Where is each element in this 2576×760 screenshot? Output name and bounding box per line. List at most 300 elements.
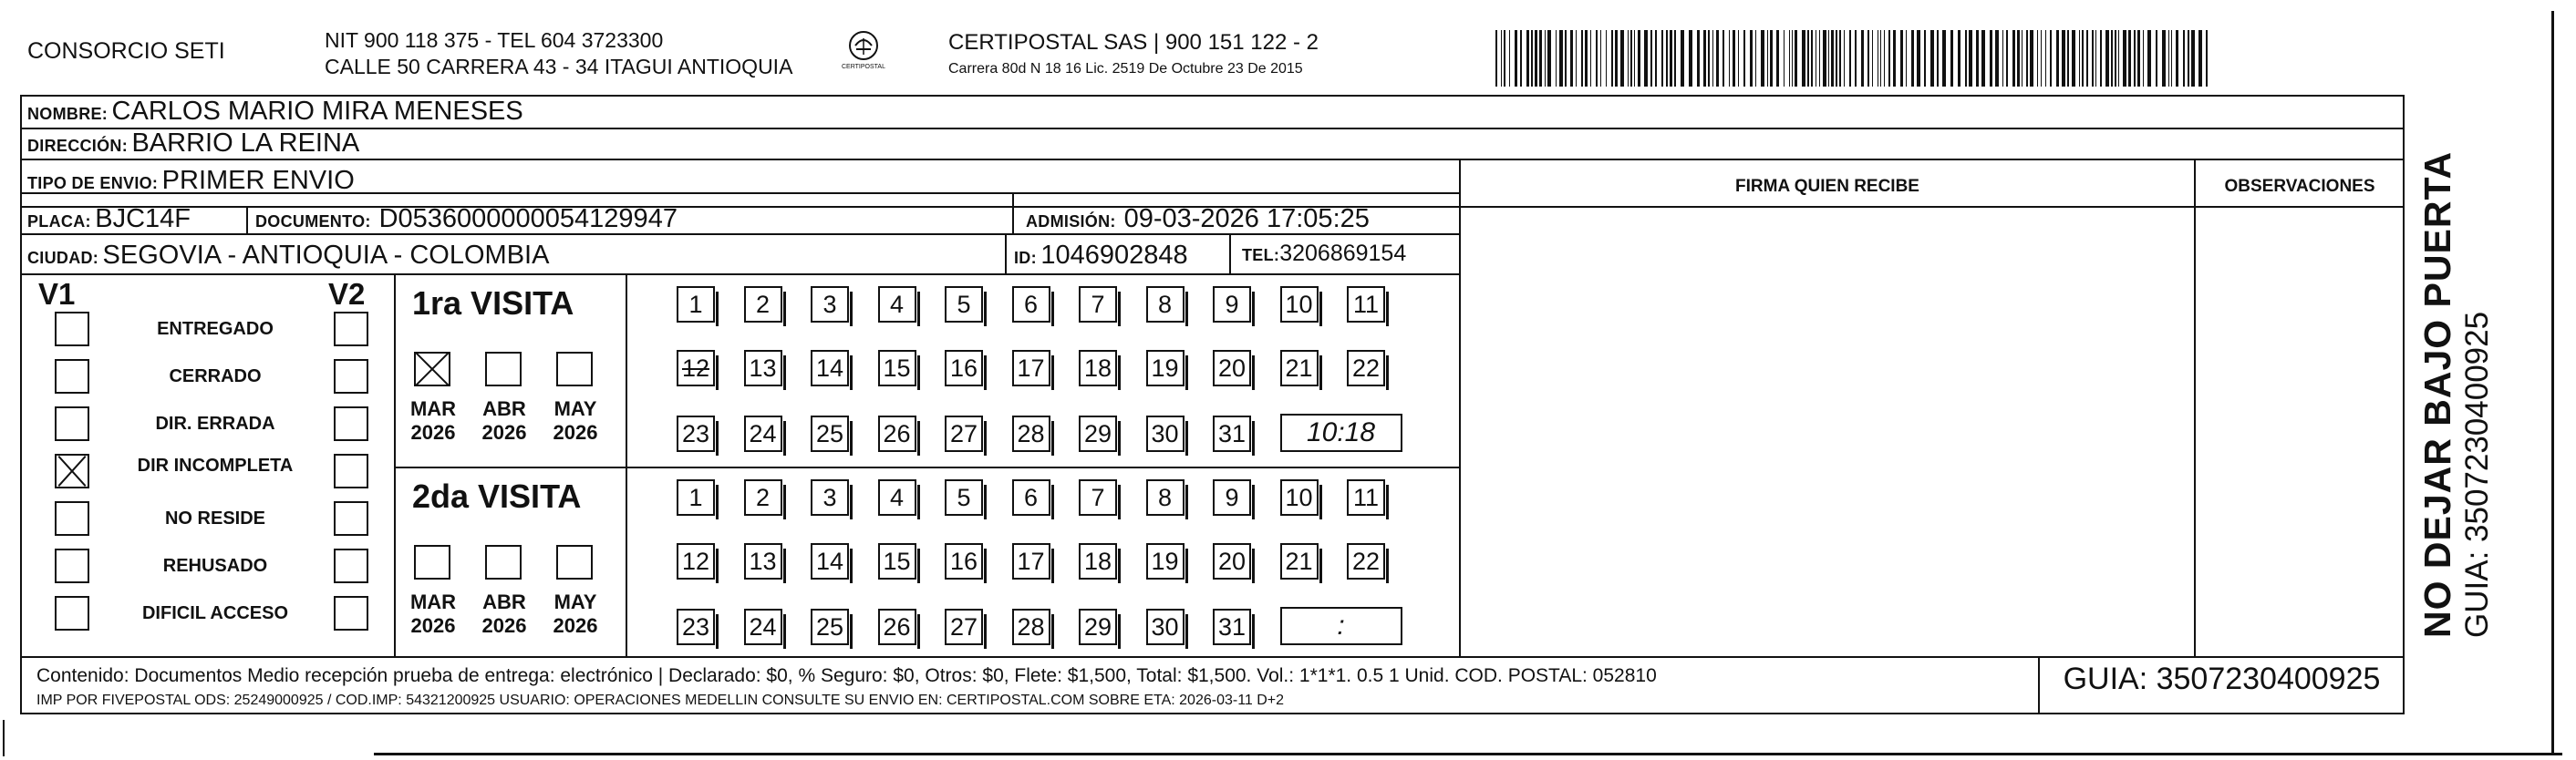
day-box[interactable] xyxy=(1079,350,1117,386)
status-label: DIFICIL ACCESO xyxy=(141,603,288,623)
day-box[interactable] xyxy=(1347,479,1385,516)
id-label: ID: xyxy=(1014,249,1037,267)
day-number: 6 xyxy=(1023,290,1039,318)
day-number: 13 xyxy=(749,354,777,382)
no-dejar-bajo-puerta: NO DEJAR BAJO PUERTA xyxy=(2416,150,2458,638)
page-edge xyxy=(2551,11,2554,755)
barcode-bar xyxy=(1906,30,1907,87)
day-box[interactable] xyxy=(878,609,916,645)
placa-cell xyxy=(27,204,191,234)
day-number: 6 xyxy=(1023,483,1039,511)
barcode-bar xyxy=(1723,30,1724,87)
day-box[interactable] xyxy=(1146,286,1185,323)
barcode-bar xyxy=(2056,30,2059,87)
cell-divider xyxy=(246,206,248,233)
day-number: 7 xyxy=(1091,483,1105,511)
day-number: 28 xyxy=(1017,419,1045,447)
v2-checkbox[interactable] xyxy=(334,454,368,488)
day-number: 3 xyxy=(822,290,837,318)
day-box[interactable] xyxy=(744,286,782,323)
visit-time-field[interactable]: : xyxy=(1280,607,1402,645)
day-number: 19 xyxy=(1151,547,1179,575)
month-label xyxy=(472,397,536,445)
barcode-bar xyxy=(1819,30,1820,87)
v1-checkbox[interactable] xyxy=(55,549,89,583)
direccion-value: BARRIO LA REINA xyxy=(131,128,360,158)
barcode-bar xyxy=(1917,30,1920,87)
v2-header: V2 xyxy=(328,277,366,311)
contenido-text: Contenido: Documentos Medio recepción prueba de entrega: electrónico | Declarado: $0, % Seguro: $0, Otros: $0, Flete: $1,500, Total: $1,500. Vol.: 1*1*1. 0.5 1 Unid. COD. POSTAL: 052810 xyxy=(36,665,1657,686)
barcode-bar xyxy=(2206,30,2208,87)
barcode-bar xyxy=(2045,30,2046,87)
ciudad-value: SEGOVIA - ANTIOQUIA - COLOMBIA xyxy=(102,241,550,270)
barcode-bar xyxy=(2082,30,2084,87)
barcode-bar xyxy=(1738,30,1739,87)
day-box[interactable] xyxy=(1280,350,1319,386)
day-box[interactable] xyxy=(878,479,916,516)
day-box[interactable] xyxy=(1146,543,1185,580)
status-label: REHUSADO xyxy=(162,556,268,576)
ciudad-label: CIUDAD: xyxy=(27,249,99,267)
row-divider xyxy=(20,273,1461,275)
barcode-bar xyxy=(1670,30,1672,87)
barcode-bar xyxy=(1958,30,1960,87)
barcode-bar xyxy=(1565,30,1567,87)
barcode-bar xyxy=(1638,30,1640,87)
cell-divider xyxy=(1005,233,1007,273)
address-line: CALLE 50 CARRERA 43 - 34 ITAGUI ANTIOQUIA xyxy=(325,55,793,78)
barcode-bar xyxy=(1585,30,1588,87)
day-number: 20 xyxy=(1217,547,1247,575)
cell-divider xyxy=(2038,656,2040,714)
month-checkbox[interactable] xyxy=(485,352,522,386)
barcode-bar xyxy=(1743,30,1745,87)
day-number: 1 xyxy=(688,290,703,318)
day-number: 5 xyxy=(957,483,971,511)
barcode-bar xyxy=(1836,30,1837,87)
day-box[interactable] xyxy=(945,609,983,645)
row-divider xyxy=(20,656,2405,658)
certipostal-license: Carrera 80d N 18 16 Lic. 2519 De Octubre 23 De 2015 xyxy=(948,61,1303,77)
day-number: 1 xyxy=(688,483,703,511)
v1-checkbox[interactable] xyxy=(55,596,89,631)
day-box[interactable] xyxy=(1280,286,1319,323)
barcode-bar xyxy=(2072,30,2075,87)
barcode-bar xyxy=(2123,30,2126,87)
day-box[interactable] xyxy=(1213,543,1251,580)
barcode-bar xyxy=(1570,30,1573,87)
barcode-bar xyxy=(2086,30,2088,87)
barcode-bar xyxy=(1930,30,1934,87)
day-box[interactable] xyxy=(1146,609,1185,645)
day-box[interactable] xyxy=(1079,286,1117,323)
nombre-value: CARLOS MARIO MIRA MENESES xyxy=(111,97,523,126)
barcode-bar xyxy=(2002,30,2003,87)
barcode-bar xyxy=(1559,30,1563,87)
day-box[interactable] xyxy=(1012,350,1050,386)
tel-label: TEL: xyxy=(1242,246,1280,264)
day-number: 2 xyxy=(755,290,771,318)
status-label: ENTREGADO xyxy=(157,319,274,339)
side-guia: GUIA: 3507230400925 xyxy=(2459,311,2495,638)
page-edge xyxy=(374,753,2562,755)
nit-line: NIT 900 118 375 - TEL 604 3723300 xyxy=(325,28,664,52)
day-box[interactable] xyxy=(945,416,983,452)
day-number: 20 xyxy=(1217,354,1247,382)
day-number: 15 xyxy=(883,547,911,575)
barcode-bar xyxy=(1615,30,1618,87)
v2-checkbox[interactable] xyxy=(334,596,368,631)
day-box[interactable] xyxy=(1213,609,1251,645)
month-checkbox[interactable] xyxy=(414,352,450,386)
day-number: 29 xyxy=(1083,612,1112,641)
barcode-bar xyxy=(1729,30,1730,87)
month-label xyxy=(543,591,607,638)
day-box[interactable] xyxy=(1012,479,1050,516)
barcode-bar xyxy=(1539,30,1542,87)
barcode-bar xyxy=(1674,30,1676,87)
barcode-bar xyxy=(1792,30,1793,87)
barcode-bar xyxy=(2156,30,2157,87)
day-box[interactable] xyxy=(878,350,916,386)
barcode-bar xyxy=(1802,30,1805,87)
day-number: 3 xyxy=(822,483,837,511)
month-checkbox[interactable] xyxy=(556,545,593,580)
day-box[interactable] xyxy=(811,543,849,580)
day-box[interactable] xyxy=(1213,286,1251,323)
day-number: 21 xyxy=(1285,547,1313,575)
day-number: 8 xyxy=(1157,290,1173,318)
day-box[interactable] xyxy=(1079,416,1117,452)
status-label: DIR. ERRADA xyxy=(155,414,275,434)
month-year: 2026 xyxy=(553,614,598,637)
barcode-bar xyxy=(1828,30,1829,87)
day-box[interactable] xyxy=(811,609,849,645)
status-label: CERRADO xyxy=(169,366,262,386)
day-number: 24 xyxy=(749,612,777,641)
day-number: 14 xyxy=(815,354,844,382)
v1-checkbox[interactable] xyxy=(55,454,89,488)
barcode-bar xyxy=(1861,30,1864,87)
v2-checkbox[interactable] xyxy=(334,406,368,441)
direccion-row xyxy=(27,128,359,159)
month-label xyxy=(472,591,536,638)
month-year: 2026 xyxy=(410,614,456,637)
barcode-bar xyxy=(1712,30,1713,87)
signature-area[interactable] xyxy=(1461,208,2194,656)
day-box[interactable] xyxy=(878,543,916,580)
row-divider xyxy=(20,128,2405,129)
v2-checkbox[interactable] xyxy=(334,501,368,536)
day-box[interactable] xyxy=(1213,479,1251,516)
barcode-bar xyxy=(2168,30,2169,87)
day-box[interactable] xyxy=(1280,543,1319,580)
day-box[interactable] xyxy=(1347,286,1385,323)
day-number: 27 xyxy=(949,419,978,447)
nombre-row xyxy=(27,97,523,127)
barcode-bar xyxy=(2017,30,2020,87)
logo-caption: CERTIPOSTAL xyxy=(842,64,885,70)
month-year: 2026 xyxy=(410,421,456,444)
admision-cell xyxy=(1026,204,1370,234)
day-box[interactable] xyxy=(1146,416,1185,452)
barcode-bar xyxy=(1596,30,1598,87)
day-box[interactable] xyxy=(744,543,782,580)
day-box[interactable] xyxy=(677,286,715,323)
day-number: 4 xyxy=(889,290,905,318)
month-checkbox[interactable] xyxy=(485,545,522,580)
barcode-bar xyxy=(2026,30,2028,87)
barcode-bar xyxy=(2191,30,2195,87)
barcode-bar xyxy=(1761,30,1764,87)
day-box[interactable] xyxy=(1347,543,1385,580)
day-number: 31 xyxy=(1217,419,1247,447)
day-number: 23 xyxy=(681,612,710,641)
day-number: 17 xyxy=(1017,547,1045,575)
day-box[interactable] xyxy=(945,543,983,580)
barcode-bar xyxy=(1576,30,1577,87)
day-box[interactable] xyxy=(945,479,983,516)
barcode-bar xyxy=(1755,30,1756,87)
barcode-bar xyxy=(2037,30,2038,87)
month-year: 2026 xyxy=(481,614,527,637)
barcode-bar xyxy=(2176,30,2178,87)
observations-area[interactable] xyxy=(2196,208,2404,656)
logo-icon xyxy=(832,29,895,66)
barcode-bar xyxy=(1990,30,1992,87)
page-edge xyxy=(3,720,5,756)
day-box[interactable] xyxy=(744,416,782,452)
day-number: 14 xyxy=(815,547,844,575)
day-number: 12 xyxy=(681,547,710,575)
day-box[interactable] xyxy=(744,350,782,386)
month-label xyxy=(401,591,465,638)
month-checkbox[interactable] xyxy=(414,545,450,580)
day-number: 28 xyxy=(1017,612,1045,641)
barcode-bar xyxy=(2134,30,2136,87)
barcode-bar xyxy=(1839,30,1841,87)
barcode-bar xyxy=(1855,30,1857,87)
day-box[interactable] xyxy=(878,286,916,323)
day-box[interactable] xyxy=(811,416,849,452)
barcode-bar xyxy=(1611,30,1613,87)
barcode-bar xyxy=(1893,30,1896,87)
day-number: 25 xyxy=(815,419,844,447)
v2-checkbox[interactable] xyxy=(334,549,368,583)
barcode-bar xyxy=(1849,30,1851,87)
day-number: 9 xyxy=(1225,290,1239,318)
guia-number: GUIA: 3507230400925 xyxy=(2063,662,2381,696)
barcode-bar xyxy=(1965,30,1967,87)
barcode-bar xyxy=(1526,30,1529,87)
barcode-bar xyxy=(1689,30,1692,87)
day-number: 5 xyxy=(957,290,971,318)
barcode-bar xyxy=(1981,30,1985,87)
visit-title: 2da VISITA xyxy=(412,478,582,515)
barcode-bar xyxy=(1880,30,1881,87)
barcode-bar xyxy=(2137,30,2140,87)
barcode-bar xyxy=(2062,30,2065,87)
placa-label: PLACA: xyxy=(27,212,91,231)
day-number: 22 xyxy=(1351,354,1381,382)
barcode-bar xyxy=(1831,30,1834,87)
barcode-bar xyxy=(1884,30,1885,87)
v1-checkbox[interactable] xyxy=(55,406,89,441)
day-box[interactable] xyxy=(1079,543,1117,580)
day-number: 27 xyxy=(949,612,978,641)
day-box[interactable] xyxy=(677,609,715,645)
day-number: 22 xyxy=(1351,547,1381,575)
company-contact xyxy=(325,27,792,80)
visit-time-field[interactable]: 10:18 xyxy=(1280,414,1402,452)
month-name: ABR xyxy=(482,397,526,420)
barcode-bar xyxy=(2115,30,2116,87)
barcode-bar xyxy=(1900,30,1903,87)
day-box[interactable] xyxy=(1146,479,1185,516)
nombre-label: NOMBRE: xyxy=(27,105,109,123)
company-name: CONSORCIO SETI xyxy=(27,38,225,64)
barcode-bar xyxy=(1620,30,1624,87)
id-cell xyxy=(1014,241,1188,271)
day-number: 11 xyxy=(1352,483,1380,511)
barcode-bar xyxy=(1937,30,1939,87)
v2-checkbox[interactable] xyxy=(334,312,368,346)
day-box[interactable] xyxy=(1213,350,1251,386)
certipostal-info xyxy=(948,29,1319,82)
barcode-bar xyxy=(1600,30,1601,87)
month-label xyxy=(543,397,607,445)
day-box[interactable] xyxy=(1146,350,1185,386)
month-checkbox[interactable] xyxy=(556,352,593,386)
barcode-bar xyxy=(1655,30,1657,87)
day-number: 26 xyxy=(883,612,911,641)
barcode-bar xyxy=(2079,30,2080,87)
tipo-label: TIPO DE ENVIO: xyxy=(27,174,159,192)
day-box[interactable] xyxy=(811,479,849,516)
cell-divider xyxy=(626,273,627,656)
day-box[interactable] xyxy=(1012,416,1050,452)
day-box[interactable] xyxy=(1012,609,1050,645)
day-box[interactable] xyxy=(811,350,849,386)
barcode-bar xyxy=(2198,30,2202,87)
barcode-bar xyxy=(1911,30,1914,87)
tipo-row xyxy=(27,166,355,196)
observaciones-column-header: OBSERVACIONES xyxy=(2224,177,2375,196)
admision-value: 09-03-2026 17:05:25 xyxy=(1123,204,1370,233)
barcode-bar xyxy=(1520,30,1522,87)
barcode-bar xyxy=(2128,30,2131,87)
placa-value: BJC14F xyxy=(95,204,191,233)
day-box[interactable] xyxy=(677,350,715,386)
barcode-bar xyxy=(2050,30,2052,87)
cell-divider xyxy=(394,273,396,656)
day-number: 18 xyxy=(1083,354,1112,382)
day-number: 31 xyxy=(1217,612,1247,641)
cell-divider xyxy=(1012,192,1014,233)
day-number: 29 xyxy=(1083,419,1112,447)
day-number: 12 xyxy=(681,354,710,382)
day-number: 24 xyxy=(749,419,777,447)
barcode-bar xyxy=(1545,30,1546,87)
barcode-bar xyxy=(1976,30,1979,87)
day-box[interactable] xyxy=(744,609,782,645)
day-box[interactable] xyxy=(1213,416,1251,452)
barcode-bar xyxy=(1495,30,1497,87)
month-name: MAR xyxy=(409,397,457,420)
status-label: DIR INCOMPLETA xyxy=(137,456,294,476)
barcode-bar xyxy=(2095,30,2096,87)
day-box[interactable] xyxy=(1012,286,1050,323)
day-box[interactable] xyxy=(677,479,715,516)
day-number: 17 xyxy=(1017,354,1045,382)
barcode-bar xyxy=(2006,30,2008,87)
month-label xyxy=(401,397,465,445)
month-year: 2026 xyxy=(553,421,598,444)
barcode-bar xyxy=(1924,30,1926,87)
status-label: NO RESIDE xyxy=(164,508,266,529)
v2-checkbox[interactable] xyxy=(334,359,368,394)
barcode-bar xyxy=(1501,30,1502,87)
day-box[interactable] xyxy=(1280,479,1319,516)
barcode-bar xyxy=(2105,30,2109,87)
month-name: MAY xyxy=(553,591,597,613)
day-box[interactable] xyxy=(1079,479,1117,516)
tipo-value: PRIMER ENVIO xyxy=(161,166,355,195)
barcode-bar xyxy=(1628,30,1629,87)
v1-checkbox[interactable] xyxy=(55,312,89,346)
barcode-bar xyxy=(1716,30,1719,87)
v1-header: V1 xyxy=(38,277,76,311)
barcode-bar xyxy=(1733,30,1735,87)
day-box[interactable] xyxy=(1079,609,1117,645)
v1-checkbox[interactable] xyxy=(55,501,89,536)
barcode-bar xyxy=(1535,30,1537,87)
barcode-bar xyxy=(2111,30,2113,87)
day-box[interactable] xyxy=(945,286,983,323)
day-number: 18 xyxy=(1083,547,1112,575)
day-number: 8 xyxy=(1157,483,1173,511)
barcode-bar xyxy=(1995,30,1999,87)
month-name: ABR xyxy=(482,591,526,613)
day-number: 15 xyxy=(883,354,911,382)
certipostal-line: CERTIPOSTAL SAS | 900 151 122 - 2 xyxy=(948,30,1319,55)
barcode-bar xyxy=(1697,30,1700,87)
barcode-bar xyxy=(2188,30,2189,87)
certipostal-logo xyxy=(832,29,895,80)
barcode-bar xyxy=(1590,30,1591,87)
documento-value: D0536000000054129947 xyxy=(378,204,678,233)
barcode-bar xyxy=(1784,30,1785,87)
day-box[interactable] xyxy=(677,416,715,452)
day-box[interactable] xyxy=(1012,543,1050,580)
tel-value: 3206869154 xyxy=(1279,241,1407,266)
barcode-bar xyxy=(1581,30,1583,87)
day-number: 16 xyxy=(949,354,978,382)
day-number: 10 xyxy=(1285,483,1313,511)
day-box[interactable] xyxy=(811,286,849,323)
barcode-bar xyxy=(1606,30,1607,87)
barcode-bar xyxy=(1811,30,1813,87)
day-box[interactable] xyxy=(744,479,782,516)
admision-label: ADMISIÓN: xyxy=(1026,212,1116,231)
day-box[interactable] xyxy=(945,350,983,386)
v1-checkbox[interactable] xyxy=(55,359,89,394)
day-box[interactable] xyxy=(677,543,715,580)
day-box[interactable] xyxy=(1347,350,1385,386)
barcode-bar xyxy=(2162,30,2166,87)
day-number: 2 xyxy=(755,483,771,511)
day-box[interactable] xyxy=(878,416,916,452)
